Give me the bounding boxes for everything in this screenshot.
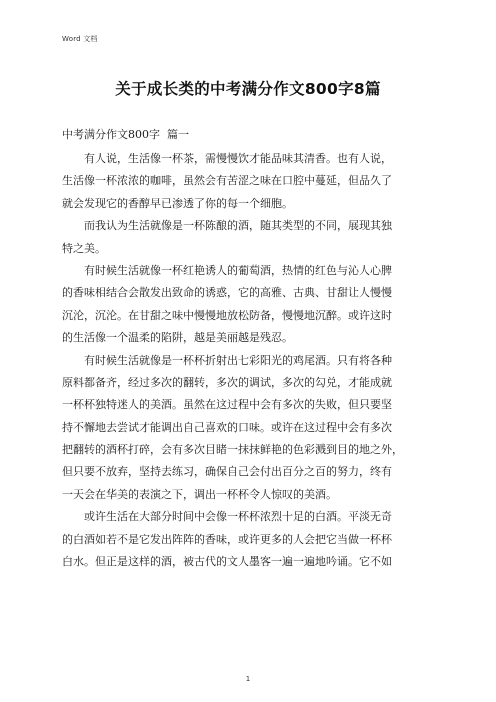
text-line: 的白酒如若不是它发出阵阵的香味，或许更多的人会把它当做一杯杯 (62, 532, 392, 546)
paragraph-5 (62, 506, 442, 573)
text-line: 一天会在华美的表演之下，调出一杯杯令人惊叹的美酒。 (62, 487, 337, 501)
text-line: 但只要不放弃，坚持去练习，确保自己会付出百分之百的努力，终有 (62, 465, 392, 479)
text-line: 有人说，生活像一杯茶，需慢慢饮才能品味其清香。也有人说， (84, 152, 392, 165)
section-heading: 中考满分作文800字 篇一 (62, 128, 189, 141)
text-line: 一杯杯独特迷人的美酒。虽然在这过程中会有多次的失败，但只要坚 (62, 398, 392, 412)
paragraph-1 (62, 148, 442, 215)
text-line: 把翻转的酒杯打碎，会有多次目睹一抹抹鲜艳的色彩溅到目的地之外， (62, 443, 403, 457)
text-line: 沉沦，沉沦。在甘甜之味中慢慢地放松防备，慢慢地沉醉。或许这时 (62, 308, 392, 322)
text-line: 有时候生活就像一杯红艳诱人的葡萄酒，热情的红色与沁人心脾 (84, 263, 392, 277)
text-line: 或许生活在大部分时间中会像一杯杯浓烈十足的白酒。平淡无奇 (84, 510, 392, 524)
text-line: 而我认为生活就像是一杯陈酿的酒，随其类型的不同，展现其独 (84, 219, 392, 233)
text-line: 原料都备齐，经过多次的翻转，多次的调试，多次的勾兑，才能成就 (62, 375, 392, 389)
paragraph-2 (62, 215, 442, 260)
text-line: 持不懈地去尝试才能调出自己喜欢的口味。或许在这过程中会有多次 (62, 420, 392, 434)
text-line: 就会发现它的香醇早已渗透了你的每一个细胞。 (62, 196, 293, 210)
page-number: 1 (245, 675, 251, 683)
paragraph-3 (62, 260, 442, 350)
document-title: 关于成长类的中考满分作文800字8篇 (115, 80, 381, 98)
text-line: 白水。但正是这样的酒，被古代的文人墨客一遍一遍地吟诵。它不如 (62, 555, 392, 569)
text-line: 生活像一杯浓浓的咖啡，虽然会有苦涩之味在口腔中蔓延，但品久了 (62, 174, 392, 188)
document-body (62, 148, 442, 573)
text-line: 特之美。 (62, 241, 106, 255)
text-line: 的香味相结合会散发出致命的诱惑，它的高雅、古典、甘甜让人慢慢 (62, 286, 392, 300)
text-line: 有时候生活就像是一杯杯折射出七彩阳光的鸡尾酒。只有将各种 (84, 353, 392, 367)
paragraph-4 (62, 350, 442, 507)
text-line: 的生活像一个温柔的陷阱，越是美丽越是残忍。 (62, 331, 293, 345)
document-type-label: Word 文档 (62, 35, 98, 43)
